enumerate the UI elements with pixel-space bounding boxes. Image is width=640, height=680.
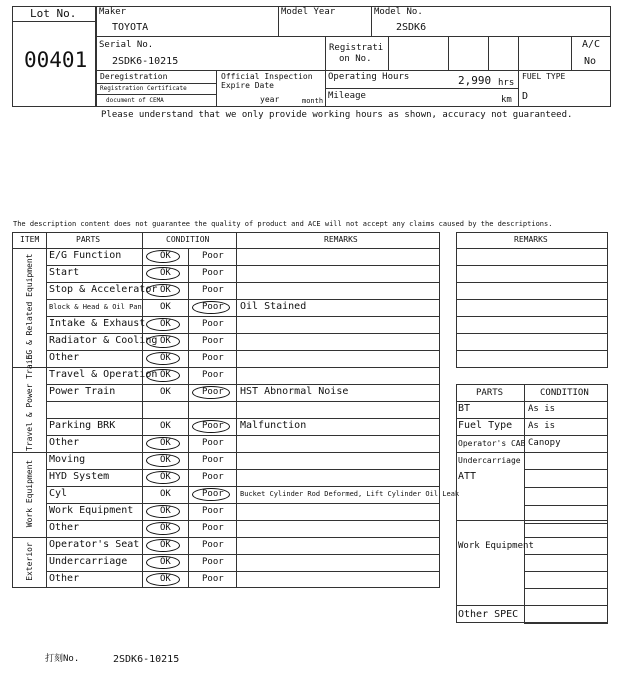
right-part-name: Operator's CAB (458, 439, 526, 448)
right-remarks-header: REMARKS (514, 235, 548, 244)
poor-option: Poor (202, 557, 224, 567)
fuel-type-value: D (522, 91, 529, 102)
ok-option: OK (160, 268, 171, 278)
model-year-label: Model Year (281, 7, 336, 17)
part-name: Cyl (49, 488, 68, 499)
part-name: HYD System (49, 471, 110, 482)
part-name: Other (49, 437, 80, 448)
ok-option: OK (160, 557, 171, 567)
ok-circle-mark (146, 556, 180, 569)
ok-circle-mark (146, 352, 180, 365)
poor-option: Poor (202, 540, 224, 550)
ok-circle-mark (146, 335, 180, 348)
part-name: Power Train (49, 386, 116, 397)
right-condition-value: As is (528, 404, 556, 414)
km-unit: km (501, 95, 512, 105)
poor-option: Poor (202, 523, 224, 533)
part-name: Stop & Accelerator (49, 284, 158, 295)
poor-circle-mark (192, 420, 230, 433)
serial-no-value: 2SDK6-10215 (112, 56, 179, 67)
poor-option: Poor (202, 353, 224, 363)
footer-label: 打刻No. (45, 654, 80, 664)
footer-value: 2SDK6-10215 (113, 654, 180, 665)
ok-option: OK (160, 523, 171, 533)
part-name: Other (49, 522, 80, 533)
year-label: year (260, 95, 280, 104)
poor-option: Poor (202, 370, 224, 380)
model-no-label: Model No. (374, 7, 423, 17)
col-condition-header: CONDITION (166, 235, 210, 244)
right-work-equipment-label: Work Equipment (458, 541, 534, 551)
ok-option: OK (160, 387, 171, 397)
poor-option: Poor (202, 268, 224, 278)
remark-text: HST Abnormal Noise (240, 386, 349, 397)
ok-option: OK (160, 336, 171, 346)
ok-option: OK (160, 574, 171, 584)
ok-option: OK (160, 353, 171, 363)
inspection-label-2: Expire Date (221, 81, 274, 90)
col-item-header: ITEM (20, 235, 40, 244)
poor-option: Poor (202, 455, 224, 465)
ok-circle-mark (146, 539, 180, 552)
poor-option: Poor (202, 319, 224, 329)
right-part-name: Undercarriage (458, 456, 521, 465)
poor-option: Poor (202, 336, 224, 346)
part-name: Work Equipment (49, 505, 134, 516)
condition-table (12, 232, 460, 589)
description-note: The description content does not guarantee the quality of product and ACE will not accept any claims caused by the descriptions. (13, 220, 553, 228)
right-part-name: BT (458, 403, 471, 414)
ok-option: OK (160, 370, 171, 380)
poor-option: Poor (202, 421, 224, 431)
right-parts-header: PARTS (476, 388, 504, 398)
registration-certificate-label: Registration Certificate (100, 85, 187, 92)
ok-circle-mark (146, 471, 180, 484)
ok-circle-mark (146, 437, 180, 450)
ac-value: No (584, 56, 597, 67)
lot-no-label: Lot No. (30, 7, 77, 20)
fuel-type-label: FUEL TYPE (522, 72, 566, 81)
right-condition-value: Canopy (528, 438, 561, 448)
hrs-unit: hrs (498, 78, 515, 88)
ok-circle-mark (146, 369, 180, 382)
poor-circle-mark (192, 301, 230, 314)
part-name: Undercarriage (49, 556, 128, 567)
ok-option: OK (160, 489, 171, 499)
part-name: Moving (49, 454, 86, 465)
part-name: Start (49, 267, 80, 278)
group-label-1: Travel & Power Train (24, 354, 34, 451)
poor-option: Poor (202, 506, 224, 516)
group-label-3: Exterior (24, 541, 34, 581)
right-condition-value: As is (528, 421, 556, 431)
poor-option: Poor (202, 438, 224, 448)
lot-number: 00401 (24, 48, 88, 72)
ok-option: OK (160, 472, 171, 482)
part-name: E/G Function (49, 250, 122, 261)
group-label-2: Work Equipment (24, 459, 34, 527)
operating-hours-value: 2,990 (458, 74, 492, 87)
group-label-0: EG & Related Equipment (24, 253, 34, 359)
part-name: Other (49, 352, 80, 363)
right-part-name: ATT (458, 471, 477, 482)
poor-option: Poor (202, 251, 224, 261)
ok-circle-mark (146, 505, 180, 518)
part-name: Intake & Exhaust (49, 318, 146, 329)
operating-hours-label: Operating Hours (328, 72, 410, 82)
hours-note: Please understand that we only provide working hours as shown, accuracy not guaranteed. (101, 110, 573, 120)
ok-option: OK (160, 438, 171, 448)
ok-option: OK (160, 319, 171, 329)
model-no-value: 2SDK6 (396, 22, 427, 33)
right-part-name: Fuel Type (458, 420, 513, 431)
ok-option: OK (160, 251, 171, 261)
deregistration-label: Deregistration (100, 72, 168, 81)
maker-value: TOYOTA (112, 22, 149, 33)
col-parts-header: PARTS (76, 235, 101, 244)
poor-option: Poor (202, 387, 224, 397)
poor-option: Poor (202, 285, 224, 295)
right-panel (456, 232, 608, 623)
poor-option: Poor (202, 489, 224, 499)
part-name: Parking BRK (49, 420, 116, 431)
remark-text: Oil Stained (240, 301, 307, 312)
registration-label-2: on No. (339, 54, 372, 64)
part-name: Operator's Seat (49, 539, 140, 550)
remark-text: Malfunction (240, 420, 307, 431)
ac-label: A/C (582, 39, 601, 50)
ok-option: OK (160, 302, 171, 312)
ok-circle-mark (146, 250, 180, 263)
maker-label: Maker (99, 7, 127, 17)
inspection-label-1: Official Inspection (221, 72, 313, 81)
document-cema-label: document of CEMA (106, 97, 164, 104)
poor-circle-mark (192, 488, 230, 501)
ok-circle-mark (146, 267, 180, 280)
ok-circle-mark (146, 454, 180, 467)
poor-option: Poor (202, 574, 224, 584)
ok-option: OK (160, 455, 171, 465)
part-name: Other (49, 573, 80, 584)
month-label: month (302, 97, 324, 105)
poor-option: Poor (202, 472, 224, 482)
ok-circle-mark (146, 573, 180, 586)
col-remarks-header: REMARKS (324, 235, 358, 244)
poor-option: Poor (202, 302, 224, 312)
part-name: Radiator & Cooling (49, 335, 158, 346)
mileage-label: Mileage (328, 91, 366, 101)
ok-option: OK (160, 540, 171, 550)
right-other-spec-label: Other SPEC (458, 609, 519, 620)
part-name: Block & Head & Oil Pan (49, 303, 142, 311)
registration-label-1: Registrati (329, 43, 384, 53)
ok-option: OK (160, 506, 171, 516)
ok-circle-mark (146, 522, 180, 535)
ok-option: OK (160, 285, 171, 295)
ok-circle-mark (146, 284, 180, 297)
ok-circle-mark (146, 318, 180, 331)
remark-text: Bucket Cylinder Rod Deformed, Lift Cylinder Oil Leak (240, 490, 460, 498)
serial-no-label: Serial No. (99, 40, 154, 50)
poor-circle-mark (192, 386, 230, 399)
right-condition-header: CONDITION (540, 388, 589, 398)
ok-option: OK (160, 421, 171, 431)
part-name: Travel & Operation (49, 369, 158, 380)
